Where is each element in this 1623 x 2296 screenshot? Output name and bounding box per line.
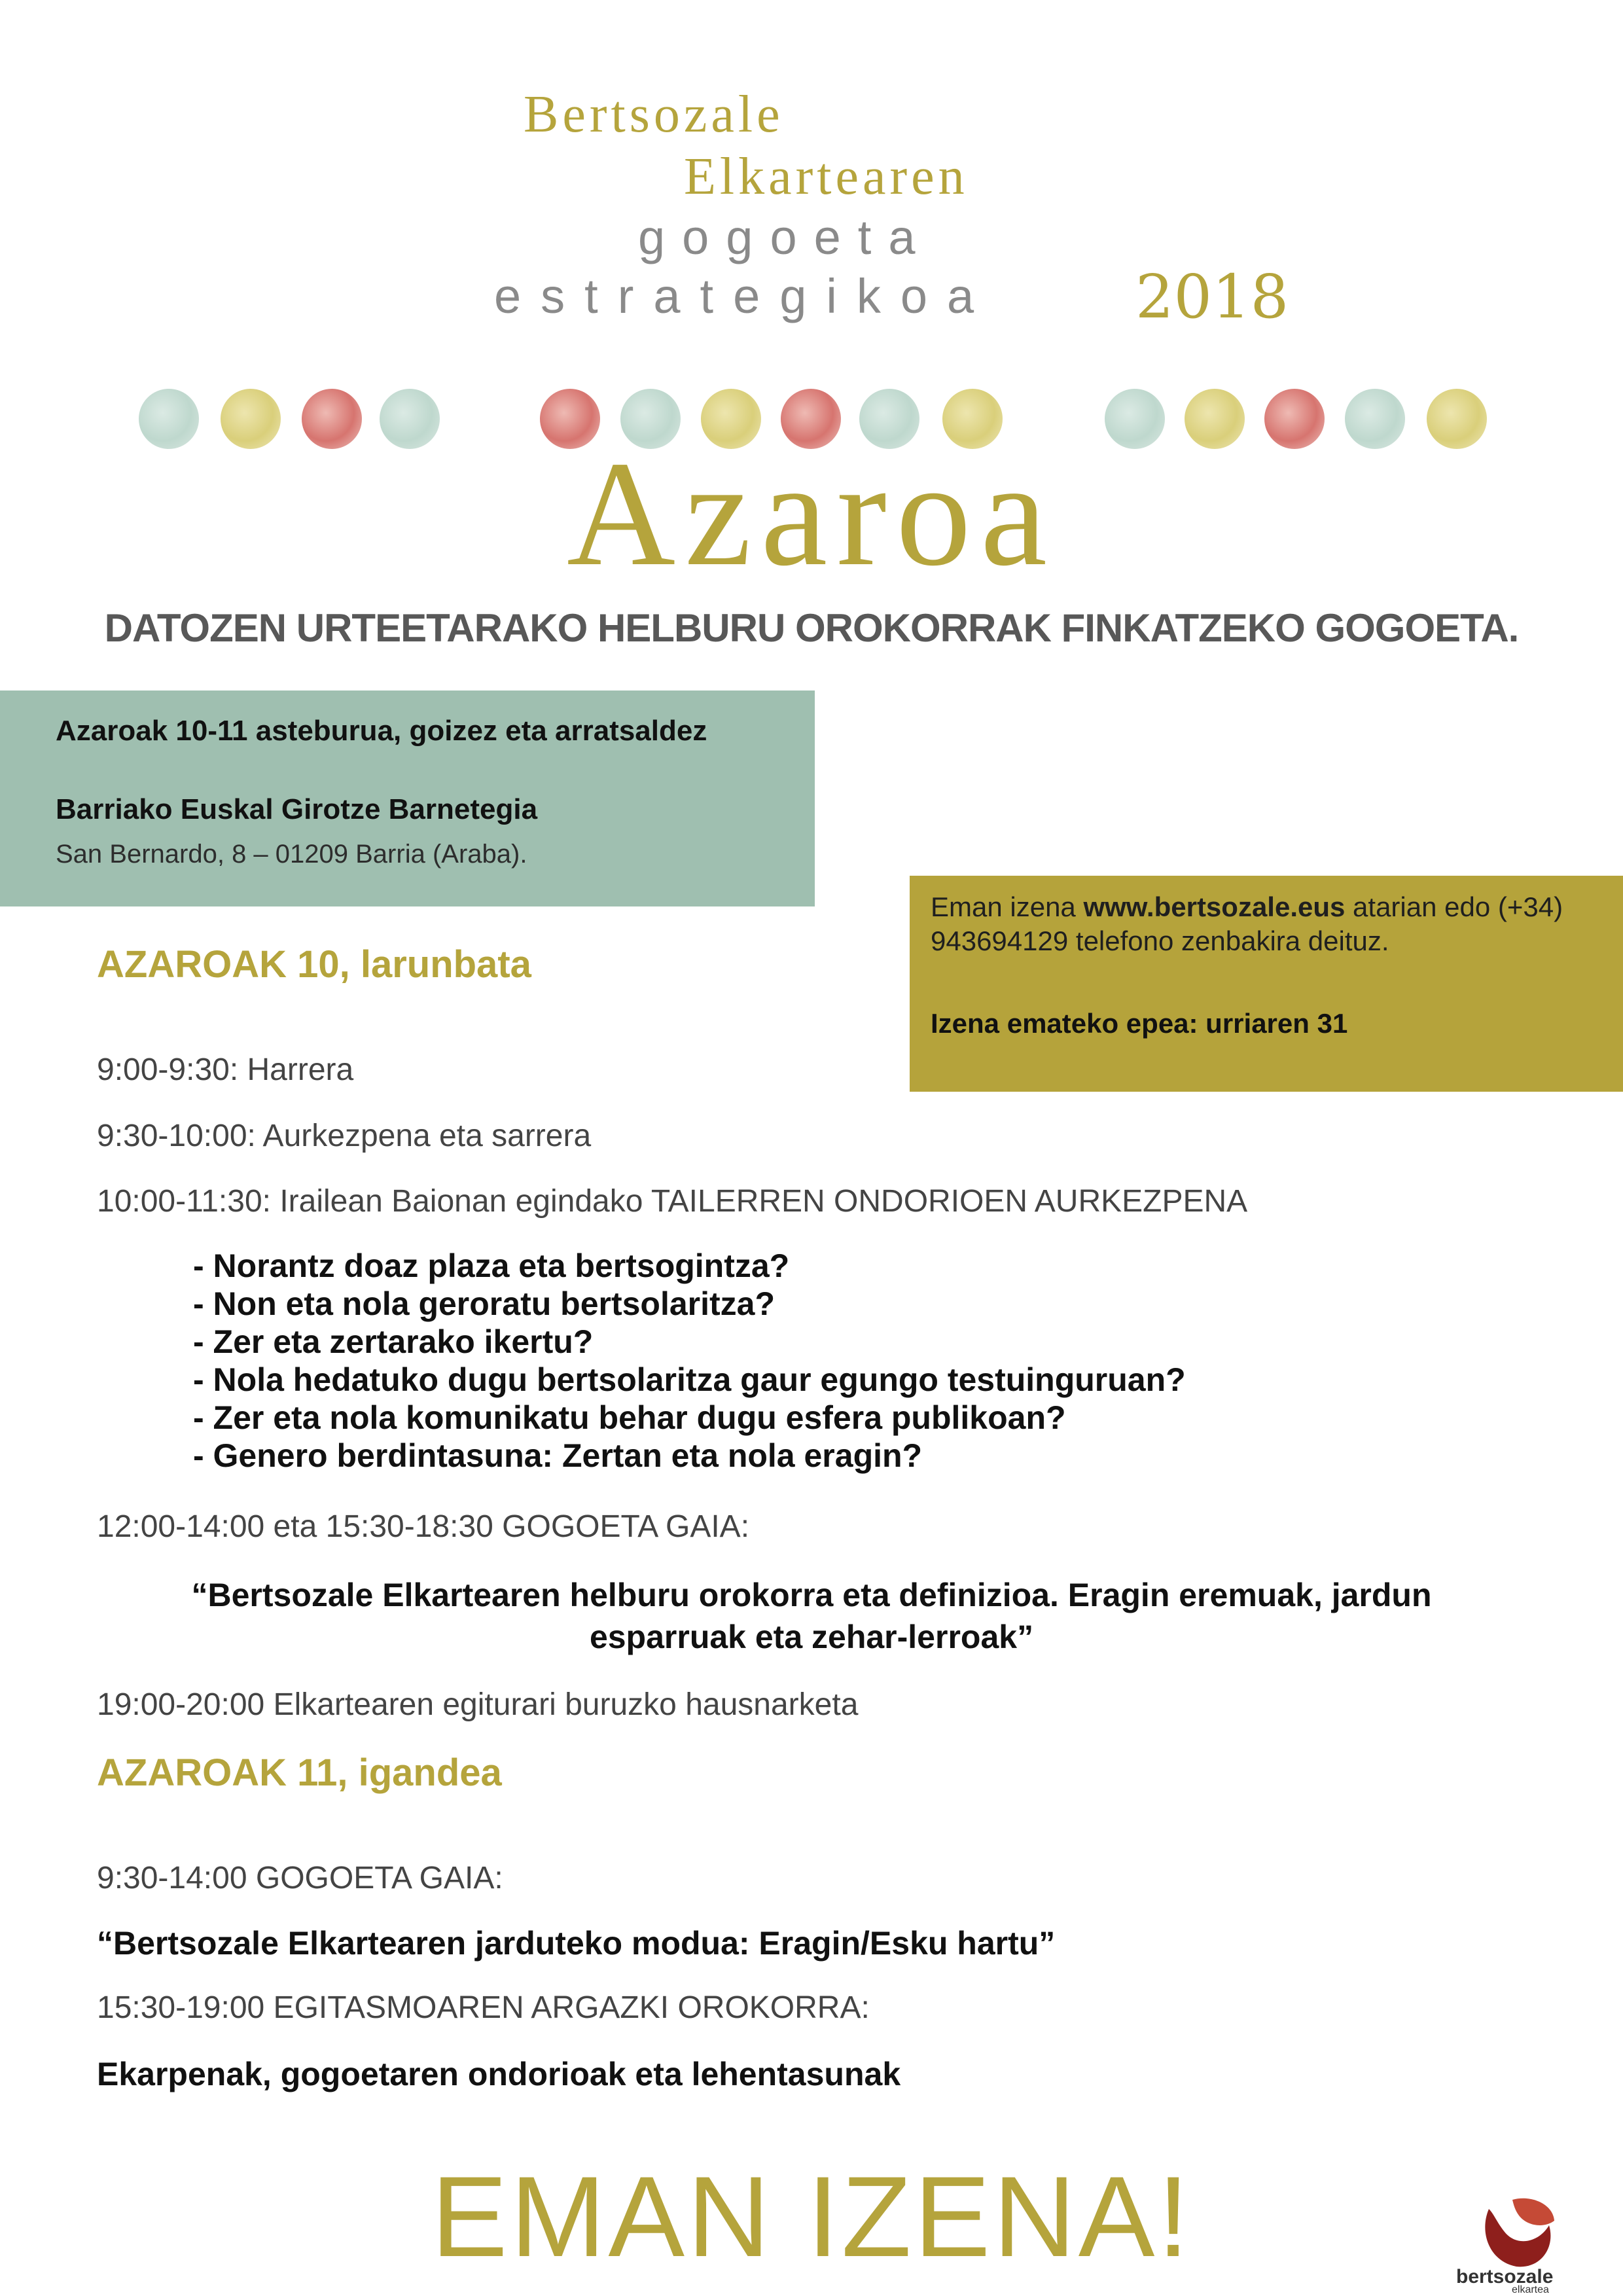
topic-item: - Zer eta nola komunikatu behar dugu esfera publikoan? [193, 1399, 1066, 1436]
event-date: Azaroak 10-11 asteburua, goizez eta arratsaldez [56, 715, 707, 747]
registration-text [931, 890, 1605, 958]
logo-name: bertsozale [1456, 2266, 1554, 2287]
closing-text: Ekarpenak, gogoetaren ondorioak eta lehentasunak [97, 2056, 901, 2092]
headline: Azaroa [567, 430, 1056, 597]
call-to-action: EMAN IZENA! [431, 2153, 1192, 2281]
schedule-item: 15:30-19:00 EGITASMOAREN ARGAZKI OROKORRA: [97, 1990, 870, 2025]
topic-item: - Nola hedatuko dugu bertsolaritza gaur egungo testuinguruan? [193, 1361, 1186, 1398]
schedule-item: 9:00-9:30: Harrera [97, 1052, 354, 1087]
title-line-3: gogoeta [638, 210, 933, 264]
event-address: San Bernardo, 8 – 01209 Barria (Araba). [56, 840, 527, 869]
topic-item: - Non eta nola geroratu bertsolaritza? [193, 1285, 776, 1322]
event-venue: Barriako Euskal Girotze Barnetegia [56, 793, 538, 825]
registration-link[interactable]: www.bertsozale.eus [1083, 891, 1346, 922]
schedule-item: 12:00-14:00 eta 15:30-18:30 GOGOETA GAIA: [97, 1509, 750, 1544]
title-line-1: Bertsozale [524, 86, 784, 143]
topic-item: - Genero berdintasuna: Zertan eta nola eragin? [193, 1437, 923, 1474]
theme-quote: “Bertsozale Elkartearen jarduteko modua: Eragin/Esku hartu” [97, 1925, 1056, 1962]
registration-prefix: Eman izena [931, 891, 1084, 922]
title-line-4: estrategikoa [494, 269, 994, 323]
bertsozale-logo-icon [1476, 2196, 1558, 2271]
title-year: 2018 [1135, 262, 1289, 332]
registration-suffix: atarian edo (+34) 943694129 telefono zenbakira deituz. [931, 891, 1563, 956]
schedule-item: 9:30-10:00: Aurkezpena eta sarrera [97, 1119, 592, 1153]
subtitle: DATOZEN URTEETARAKO HELBURU OROKORRAK FINKATZEKO GOGOETA. [104, 606, 1519, 650]
day-2-title: AZAROAK 11, igandea [97, 1751, 502, 1794]
theme-quote: “Bertsozale Elkartearen helburu orokorra eta definizioa. Eragin eremuak, jardun esparruak eta zehar-lerroak” [191, 1577, 1432, 1655]
topic-item: - Zer eta zertarako ikertu? [193, 1323, 594, 1360]
topic-item: - Norantz doaz plaza eta bertsogintza? [193, 1247, 790, 1284]
title-line-2: Elkartearen [684, 148, 969, 206]
topic-list [193, 1247, 1186, 1475]
logo-subtitle: elkartea [1512, 2284, 1549, 2295]
day-1-title: AZAROAK 10, larunbata [97, 943, 531, 986]
schedule-item: 9:30-14:00 GOGOETA GAIA: [97, 1861, 503, 1895]
schedule-item: 19:00-20:00 Elkartearen egiturari buruzko hausnarketa [97, 1687, 859, 1722]
schedule-item: 10:00-11:30: Irailean Baionan egindako TAILERREN ONDORIOEN AURKEZPENA [97, 1184, 1248, 1219]
registration-deadline: Izena emateko epea: urriaren 31 [931, 1008, 1348, 1039]
